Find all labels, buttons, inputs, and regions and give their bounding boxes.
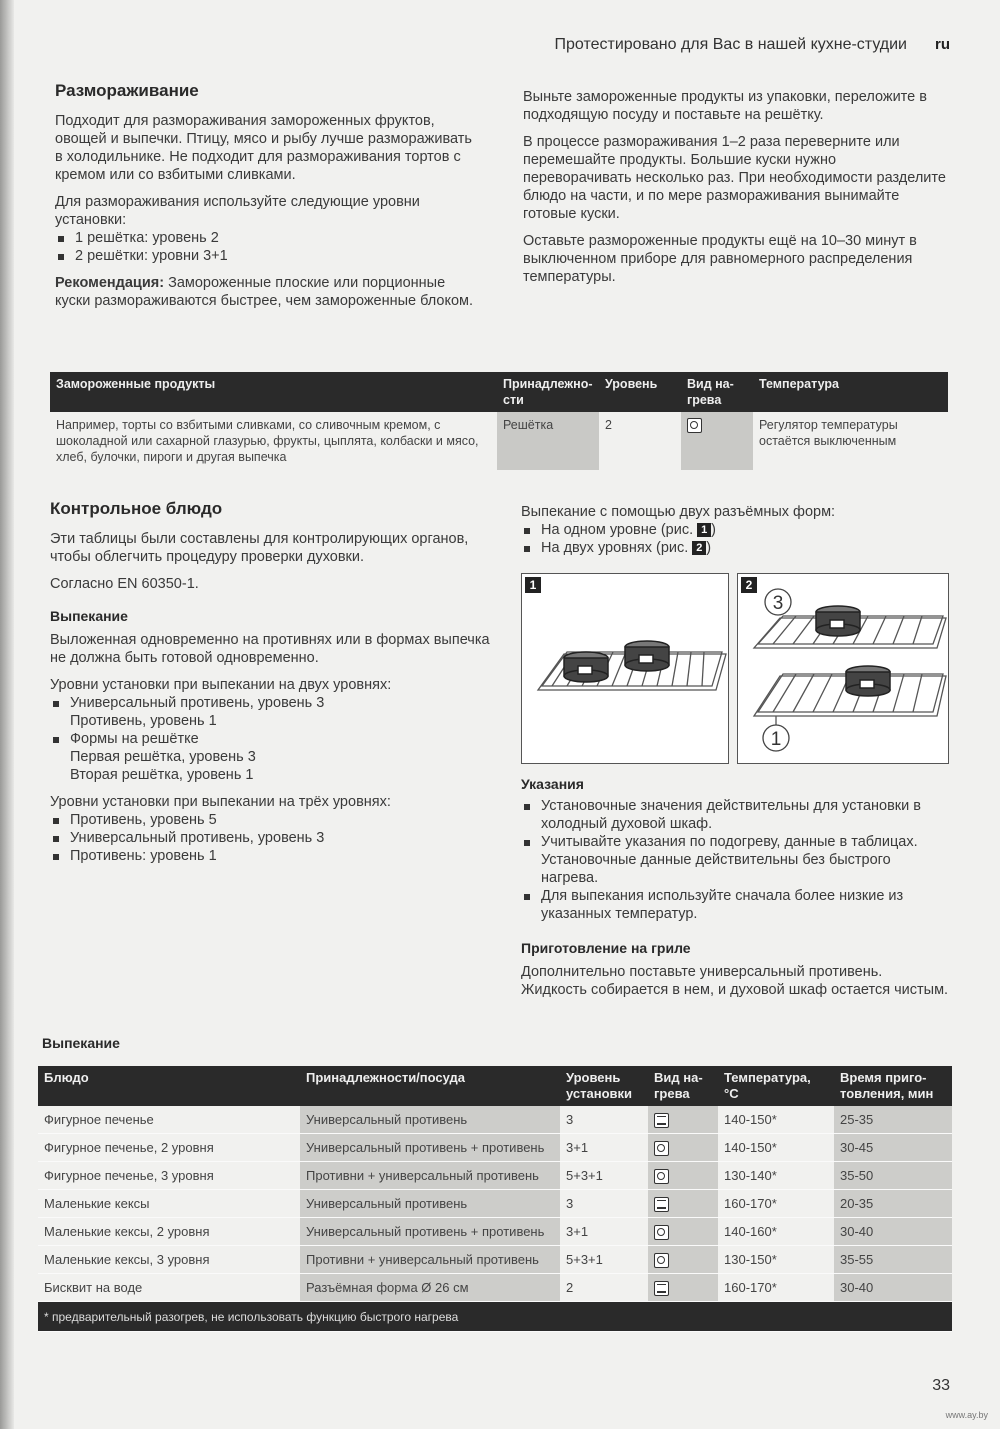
table-row [38,1134,952,1162]
time-cell: 35-50 [834,1162,952,1190]
temperature-cell: 140-150* [718,1106,834,1134]
two-level-rack-illustration [738,574,948,763]
dish-cell: Маленькие кексы, 2 уровня [38,1218,300,1246]
table-row [38,1218,952,1246]
heat-cell [648,1190,718,1218]
heat-cell [681,412,753,470]
defrost-right-p1: Выньте замороженные продукты из упаковки, переложите в подходящую посуду и поставьте на решётку. [523,89,927,123]
rec-text: Замороженные плоские или порционные куски размораживаются быстрее, чем замороженные блоком. [55,275,474,309]
temperature-cell: 140-150* [718,1134,834,1162]
single-level-rack-illustration [522,574,728,763]
col-header: Замороженные продукты [50,372,497,412]
list-item [521,539,951,557]
accessory-cell: Решётка [497,412,599,470]
list-item: Для выпекания используйте сначала более низкие из указанных температур. [521,887,951,923]
col-header: Время приго-товления, мин [834,1066,952,1106]
footnote-row [38,1302,952,1332]
level-cell: 3+1 [560,1134,648,1162]
list-item [521,521,951,539]
two-levels-intro: Уровни установки при выпекании на двух уровнях: [50,677,392,693]
table-header-row [50,372,948,412]
temperature-cell: 140-160* [718,1218,834,1246]
col-header: Температура [753,372,948,412]
temperature-cell: 160-170* [718,1274,834,1302]
temperature-cell: 130-140* [718,1162,834,1190]
top-bottom-heat-icon [654,1113,669,1128]
col-header: Уровень [599,372,681,412]
control-left-column [50,500,490,865]
defrost-recommendation [55,274,475,310]
defrost-heading: Размораживание [55,81,199,100]
defrost-intro: Подходит для размораживания замороженных фруктов, овощей и выпечки. Птицу, мясо и рыбу лучше размораживать в холодильнике. Не подходит для размораживания тортов с кремом или со взбитыми сливками. [55,113,472,183]
list-item: Универсальный противень, уровень 3 [50,694,490,712]
dish-cell: Маленькие кексы, 3 уровня [38,1246,300,1274]
defrost-right-p3: Оставьте размороженные продукты ещё на 10–30 минут в выключенном приборе для равномерного распределения температуры. [523,233,917,285]
page-gutter-shadow [0,0,14,1429]
level-cell: 3 [560,1106,648,1134]
accessory-cell: Универсальный противень [300,1106,560,1134]
col-header: Вид на-грева [681,372,753,412]
heat-cell [648,1218,718,1246]
heat-cell [648,1106,718,1134]
heat-cell [648,1246,718,1274]
defrost-right-p2: В процессе размораживания 1–2 раза переверните или перемешайте продукты. Большие куски нужно переворачивать несколько раз. При необходимости разделите блюдо на части, и по мере размораживания вынимайте готовые куски. [523,134,946,222]
heat-cell [648,1134,718,1162]
dish-cell: Маленькие кексы [38,1190,300,1218]
form-end: ) [706,540,712,556]
table-row [38,1274,952,1302]
list-subitem: Первая решётка, уровень 3 [70,749,256,765]
frozen-products-table [50,372,948,470]
hot-air-icon [654,1169,669,1184]
accessory-cell: Противни + универсальный противень [300,1162,560,1190]
table-row [38,1190,952,1218]
top-bottom-heat-icon [654,1197,669,1212]
table-row [38,1106,952,1134]
header-title: Протестировано для Вас в нашей кухне-студии [554,36,907,53]
time-cell: 35-55 [834,1246,952,1274]
list-item: 1 решётка: уровень 2 [55,229,475,247]
table-header-row [38,1066,952,1106]
page-header [555,36,950,54]
col-header: Температура, °C [718,1066,834,1106]
list-item: Установочные значения действительны для установки в холодный духовой шкаф. [521,797,951,833]
time-cell: 30-40 [834,1218,952,1246]
col-header: Принадлежно-сти [497,372,599,412]
figure-ref-badge: 1 [697,523,711,537]
col-header: Уровень установки [560,1066,648,1106]
header-lang: ru [935,36,950,53]
defrost-icon [687,418,702,433]
notes-heading: Указания [521,776,584,792]
figure-2 [737,573,949,764]
list-item: Учитывайте указания по подогреву, данные в таблицах. Установочные данные действительны без быстрого нагрева. [521,833,951,887]
level-cell: 2 [560,1274,648,1302]
list-item: Противень: уровень 1 [50,847,490,865]
figure-number: 1 [525,577,541,593]
dish-cell: Бисквит на воде [38,1274,300,1302]
form-text: На одном уровне (рис. [541,522,698,538]
two-levels-list [50,694,490,784]
table-row [38,1246,952,1274]
dish-cell: Фигурное печенье, 3 уровня [38,1162,300,1190]
heat-cell [648,1274,718,1302]
control-norm: Согласно EN 60350-1. [50,576,199,592]
grill-heading: Приготовление на гриле [521,940,691,956]
baking-text: Выложенная одновременно на противнях или в формах выпечка не должна быть готовой одновременно. [50,632,490,666]
figure-number: 2 [741,577,757,593]
time-cell: 30-45 [834,1134,952,1162]
list-item: Универсальный противень, уровень 3 [50,829,490,847]
baking-table [38,1066,952,1332]
level-cell: 3 [560,1190,648,1218]
level-cell: 5+3+1 [560,1246,648,1274]
defrost-right-column [523,88,948,286]
list-item: 2 решётки: уровни 3+1 [55,247,475,265]
temperature-cell: Регулятор температуры остаётся выключенным [759,418,898,448]
three-levels-intro: Уровни установки при выпекании на трёх уровнях: [50,794,391,810]
form-end: ) [711,522,717,538]
list-item: Формы на решётке [50,730,490,748]
rec-label: Рекомендация: [55,275,165,291]
accessory-cell: Противни + универсальный противень [300,1246,560,1274]
dish-cell: Фигурное печенье, 2 уровня [38,1134,300,1162]
level-3-label: 3 [772,593,784,614]
three-levels-list [50,811,490,865]
list-item: Противень, уровень 5 [50,811,490,829]
hot-air-icon [654,1253,669,1268]
table-row [50,412,948,470]
level-cell: 2 [605,418,612,432]
list-subitem: Вторая решётка, уровень 1 [70,767,254,783]
temperature-cell: 160-170* [718,1190,834,1218]
control-right-column [521,503,951,557]
top-bottom-heat-icon [654,1281,669,1296]
notes-list [521,797,951,923]
figure-ref-badge: 2 [692,541,706,555]
baking-heading: Выпекание [50,608,128,624]
forms-list [521,521,951,557]
defrost-levels-list [55,229,475,265]
defrost-levels-intro: Для размораживания используйте следующие уровни установки: [55,194,420,228]
footnote: * предварительный разогрев, не использовать функцию быстрого нагрева [38,1302,952,1332]
time-cell: 30-40 [834,1274,952,1302]
notes-column [521,775,951,999]
grill-text: Дополнительно поставьте универсальный противень. Жидкость собирается в нем, и духовой шкаф остается чистым. [521,964,949,998]
temperature-cell: 130-150* [718,1246,834,1274]
figure-1 [521,573,729,764]
col-header: Блюдо [38,1066,300,1106]
dish-cell: Фигурное печенье [38,1106,300,1134]
accessory-cell: Универсальный противень [300,1190,560,1218]
hot-air-icon [654,1141,669,1156]
list-subitem: Противень, уровень 1 [70,713,217,729]
form-text: На двух уровнях (рис. [541,540,693,556]
hot-air-icon [654,1225,669,1240]
product-cell: Например, торты со взбитыми сливками, со сливочным кремом, с шоколадной или сахарной глазурью, фрукты, цыплята, колбаски и мясо, хлеб, булочки, пироги и другая выпечка [56,418,479,464]
watermark: www.ay.by [945,1410,988,1420]
accessory-cell: Разъёмная форма Ø 26 см [300,1274,560,1302]
defrost-left-column [55,82,475,310]
accessory-cell: Универсальный противень + противень [300,1218,560,1246]
time-cell: 20-35 [834,1190,952,1218]
col-header: Вид на-грева [648,1066,718,1106]
time-cell: 25-35 [834,1106,952,1134]
level-cell: 3+1 [560,1218,648,1246]
heat-cell [648,1162,718,1190]
level-1-label: 1 [770,729,782,750]
accessory-cell: Универсальный противень + противень [300,1134,560,1162]
control-intro: Эти таблицы были составлены для контролирующих органов, чтобы облегчить процедуру проверки духовки. [50,531,469,565]
forms-intro: Выпекание с помощью двух разъёмных форм: [521,504,836,520]
control-heading: Контрольное блюдо [50,499,223,518]
table-row [38,1162,952,1190]
page-number: 33 [932,1377,950,1394]
col-header: Принадлежности/посуда [300,1066,560,1106]
baking-table-title: Выпекание [42,1035,120,1051]
level-cell: 5+3+1 [560,1162,648,1190]
